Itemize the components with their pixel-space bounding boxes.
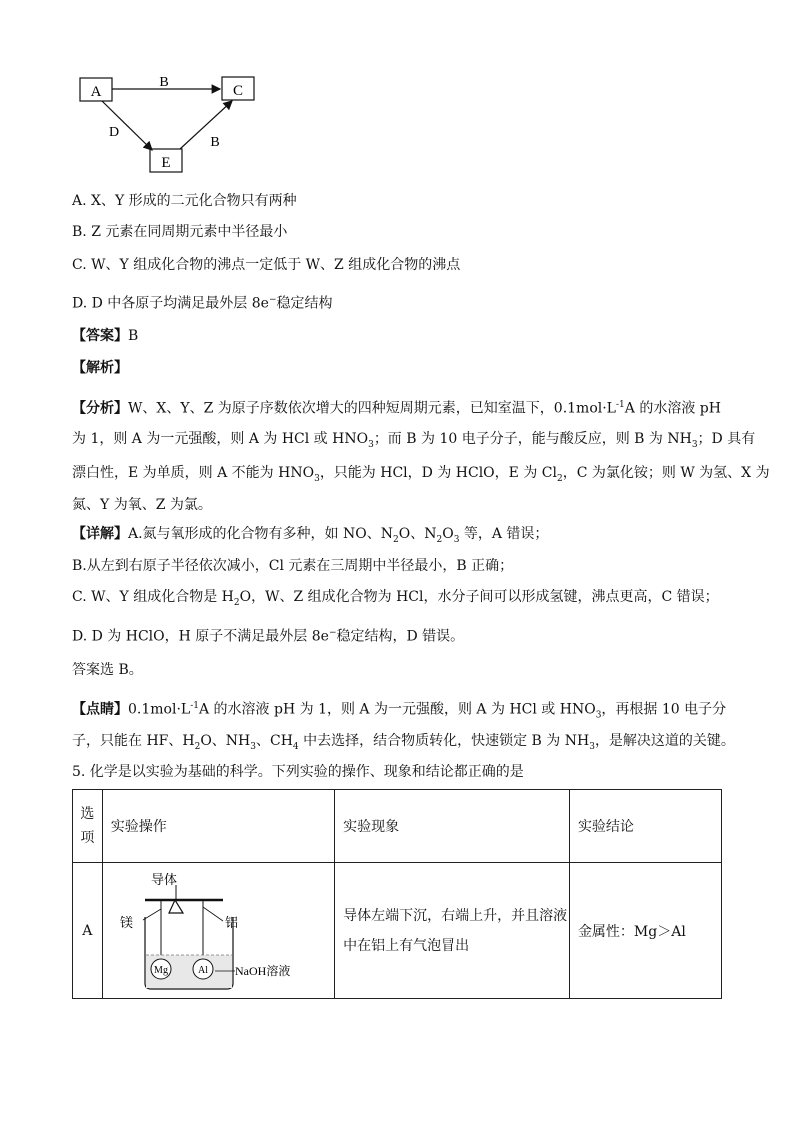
conductor-label: 导体 — [150, 872, 177, 887]
edge-a-e-label: D — [108, 125, 120, 140]
answer-line — [72, 326, 138, 346]
fenxi-line-1: 【分析】W、X、Y、Z 为原子序数依次增大的四种短周期元素，已知室温下，$0.1mol\cdot L^{-1}A$ 的水溶液 pH — [72, 400, 721, 417]
row-a-option: A — [73, 863, 103, 999]
table-row — [73, 863, 722, 999]
node-c-label: C — [232, 83, 244, 99]
al-label-line — [203, 907, 223, 921]
xiangjie-c: C. W、Y 组成化合物是 $H_2O$，W、Z 组成化合物为 HCl，水分子间可以形成氢键，沸点更高，C 错误； — [72, 589, 719, 608]
reaction-diagram — [72, 70, 272, 182]
analysis-tag: 【解析】 — [72, 360, 128, 376]
answer-conclusion: 答案选 B。 — [72, 662, 143, 678]
option-d: D. D 中各原子均满足最外层 8e−稳定结构 — [72, 295, 333, 312]
al-electrode-label: Al — [197, 965, 208, 976]
solution-label: NaOH溶液 — [234, 964, 291, 978]
option-c: C. W、Y 组成化合物的沸点一定低于 W、Z 组成化合物的沸点 — [72, 257, 461, 273]
header-phenomenon: 实验现象 — [335, 790, 570, 863]
answer-tag: 【答案】 — [72, 328, 128, 344]
mg-electrode-label: Mg — [153, 965, 168, 976]
dianjing-line-1: 【点睛】$0.1mol\cdot L^{-1}A$ 的水溶液 pH 为 1，则 A 为一元强酸，则 A 为 HCl 或 $HNO_3$，再根据 10 电子分 — [72, 701, 727, 721]
edge-e-c — [180, 101, 232, 149]
mg-label-line — [143, 909, 161, 920]
row-a-operation — [102, 863, 334, 999]
xiangjie-b: B.从左到右原子半径依次减小，Cl 元素在三周期中半径最小，B 正确； — [72, 558, 514, 574]
option-a: A. X、Y 形成的二元化合物只有两种 — [72, 193, 297, 209]
edge-a-c-label: B — [159, 75, 169, 90]
experiment-table — [72, 789, 722, 999]
pivot-triangle — [169, 900, 183, 913]
node-a-label: A — [90, 84, 102, 100]
option-b: B. Z 元素在同周期元素中半径最小 — [72, 224, 288, 240]
header-operation: 实验操作 — [102, 790, 334, 863]
xiangjie-d: D. D 为 HClO，H 原子不满足最外层 8e−稳定结构，D 错误。 — [72, 628, 465, 645]
mg-label: 镁 — [119, 915, 133, 930]
apparatus-diagram — [103, 863, 327, 998]
question-5-stem: 5. 化学是以实验为基础的科学。下列实验的操作、现象和结论都正确的是 — [72, 764, 524, 780]
edge-e-c-label: B — [210, 135, 220, 150]
node-e-label: E — [161, 155, 171, 171]
al-label: 铝 — [224, 915, 238, 930]
header-option: 选 项 — [73, 790, 103, 863]
dianjing-line-2: 子，只能在 HF、$H_2O$、$NH_3$、$CH_4$ 中去选择，结合物质转化，快速锁定 B 为 $NH_3$，是解决这道的关键。 — [72, 733, 735, 752]
fenxi-line-2: 为 1，则 A 为一元强酸，则 A 为 HCl 或 $HNO_3$；而 B 为 10 电子分子，能与酸反应，则 B 为 $NH_3$；D 具有 — [72, 431, 756, 450]
xiangjie-a: 【详解】A.氮与氧形成的化合物有多种，如 NO、$N_2O$、$N_2O_3$ 等，A 错误； — [72, 526, 549, 545]
header-conclusion: 实验结论 — [569, 790, 721, 863]
fenxi-line-4: 氮、Y 为氧、Z 为氯。 — [72, 497, 212, 513]
row-a-conclusion: 金属性：Mg＞Al — [569, 863, 721, 999]
fenxi-line-3: 漂白性，E 为单质，则 A 不能为 $HNO_3$，只能为 HCl，D 为 HClO，E 为 $Cl_2$，C 为氯化铵；则 W 为氢、X 为 — [72, 465, 770, 484]
answer-value: B — [128, 328, 139, 344]
row-a-phenomenon: 导体左端下沉，右端上升，并且溶液 中在铝上有气泡冒出 — [335, 863, 570, 999]
table-header-row — [73, 790, 722, 863]
